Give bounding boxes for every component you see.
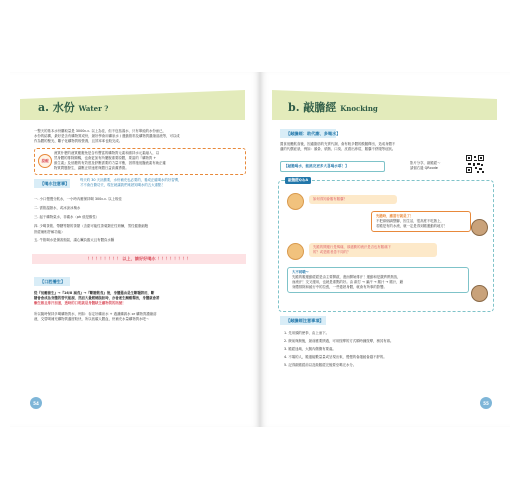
list-item: 三. 起于礦物氣水，非碳水（ph 值是酸性） (34, 215, 100, 219)
list-item: 四. 少喝茶飲、帶糖等類的茶類（含甜可能性茶葉類在性荷爾，男性健康細胞 (34, 224, 149, 228)
qr-note: 【敲膽喝水，能挑完更多大喜喝水耶！】 (280, 161, 385, 172)
girl-avatar-icon (287, 243, 304, 260)
question-line: 先膽的開運行是嗎痛，那還勤的流汗是否也有膽痛下 (313, 245, 391, 249)
knock-section-bar: 【敲膽經：助代謝、多喝水】 (280, 129, 336, 138)
answer-line: 若膽是有的水流，就一定是得到膽運動的地方！ (376, 224, 448, 228)
answer-title: 大不同哦～ (292, 270, 309, 274)
fasting-line: 液，交替喝補充礦物質適度較快，所以低碳人體血，快補充水量礦物質水吧～ (34, 317, 150, 321)
question-line: 的？或是膽者患不同的？ (313, 250, 351, 254)
tip-line: 維生素』及低糖的有效度及舒壓需要的力量平衡，因實施低鹽液素有助正確 (54, 161, 166, 165)
qa-box (278, 180, 494, 312)
list-item: 五. 牛飲喝水是傷害損氣，讓心臟負擔太且有體負水腫 (34, 238, 115, 242)
fasting-line: 從『低醣養生』→『16/8 減食』→『斷糖飲食』後，身體藉由是生斷糧將用，斷 (34, 291, 155, 295)
answer-line: 不把兩個調整腳，因生活，很高度不吃熱上， (376, 219, 444, 223)
right-title (288, 99, 378, 115)
fasting-text-2 (34, 312, 157, 322)
list-item: 一. 小口慢慢分飲水，一小時內應保持喝 300c.c. 以上較佳 (34, 197, 122, 201)
tip-box (34, 148, 246, 175)
question-bubble-1: 如何得知會膽有膽囊？ (309, 195, 397, 204)
knock-intro (280, 142, 395, 152)
answer-bubble-2 (287, 267, 469, 293)
doctor-avatar-icon (471, 285, 488, 302)
qr-labels (410, 161, 441, 171)
right-page (260, 72, 510, 427)
drink-section-bar: 【喝水注意事】 (34, 179, 70, 188)
fasting-text (34, 291, 159, 306)
left-title (38, 99, 108, 115)
fasting-section-bar: 【口腔養生】 (34, 277, 70, 286)
left-title-sub: Water ? (78, 104, 109, 113)
question-bubble-2 (309, 243, 437, 257)
left-intro (34, 129, 180, 144)
note-item: 2. 飯前與飯後，最前應要擠過，可用按摩的方式順時鐘按摩，務其有兩。 (284, 339, 394, 343)
fasting-line: 酮生熱且排汗加速，透時的口乾就是身體缺乏礦物質的訊號！ (34, 301, 126, 305)
right-title-text: b. 敲膽經 (288, 101, 337, 114)
answer-line: 身體排除和緩行中的拉張，一些萎熟身體，就會有所事的影響。 (292, 285, 387, 289)
page-number-left: 54 (30, 397, 42, 409)
tip-line: 流質什麼的液質應避免是含有豐富的礦物質元素和維持水元素融入，以 (54, 151, 160, 155)
doctor-avatar-icon (471, 219, 488, 236)
left-page (10, 72, 260, 427)
list-item: 二. 需飲溫熱水，或冰涼冰塊水 (34, 206, 81, 210)
notes-list (284, 329, 393, 369)
drink-note-line: 每天約 30 天計劃要，水份補充也必要的，養成正確喝水的好習慣， (80, 178, 182, 182)
qr-label: 請掃右邊 QRcode (410, 166, 438, 170)
qr-label: 影片分享，敲膽經～ (410, 161, 441, 165)
notes-section-bar: 【敲膽經注意事項】 (280, 316, 326, 325)
intro-line: 一整天的基本水份攝取量是 3000c.c. 以上為佳，但不包括湯水、只有單純的水份而已， (34, 129, 166, 133)
drink-list (34, 195, 148, 245)
fasting-line: 所以隨時保持多喝礦物質水，例如：吞定好礦泉水 + 過濾礦源水 or 礦物質濃縮溶 (34, 312, 157, 316)
qa-tag: 敲膽經Q＆A (285, 177, 311, 184)
qr-code-icon[interactable] (465, 154, 485, 174)
note-item: 5. 記得敲膽經前以及敲膽經完後要至喝完水分。 (284, 363, 357, 367)
answer-bubble-1 (371, 211, 471, 232)
list-item: 肝經補相抒解功能） (34, 230, 65, 234)
tip-line: 物質問題發生，讓壓正常速度與體日益高潔勇德。 (54, 166, 129, 170)
drink-note (80, 178, 181, 188)
fasting-line: 糖會會成為身體的替代能源，然而大量燃燒脂肪時，亦會產生酮酸釋放，身體就會將 (34, 296, 160, 300)
right-title-sub: Knocking (340, 104, 378, 113)
drink-banner: ！！！！！！！！ 以上，請好好喝水 ！！！！！！！！ (32, 254, 246, 264)
tip-badge: 提醒 (38, 154, 52, 168)
answer-title: 先膽時，應當行就是了！ (376, 214, 414, 218)
intro-line: 水份的結構，最好是含有礦物質成份，最好學會用礦泉水 / 運動飲料及礦物質濃縮溶液等，可以成 (34, 134, 180, 138)
note-item: 3. 膽經迷域，大腿內側側有要處。 (284, 347, 336, 351)
knock-line: 適的代價症狀，例如：頭暈、煩熱、口臭、皮膚出疹痘，膽囊不舒服等症狀。 (280, 147, 396, 151)
tip-text (54, 151, 166, 171)
note-item: 1. 先用頭的使拳、由上而下。 (284, 331, 329, 335)
book-spread (10, 72, 510, 427)
page-number-right: 55 (480, 397, 492, 409)
answer-line: 先膽的膽運動經經是由主要開啟，進而開始排汗！運動和是激將將熱放， (292, 275, 401, 279)
answer-line: 而流汗！交叉運用，也就是重點的好。由 敲打 → 滿汗 → 膽汁 → 膽汁，藉 (292, 280, 404, 284)
intro-line: 作為體的聚光、離子化礦物質較營養，且效率率也較完成。 (34, 139, 123, 143)
knock-line: 置食低醣飲食後，因適脂肪的充實代謝，會有較多體的酸腰釋出，造成身體不 (280, 142, 396, 146)
note-item: 4. 不場的人，膽還能數量量或呈現出來，慢慢的會趨緩會越不舒的。 (284, 355, 387, 359)
girl-avatar-icon (287, 193, 304, 210)
drink-note-line: 才不會白費功夫，現在就讓我們來熟知喝水的五大重點！ (80, 183, 165, 187)
tip-line: 然身體的排除順暢，也會更加有所擺脫重要原體，要當的『礦物質 + (54, 156, 157, 160)
left-title-text: a. 水份 (38, 101, 75, 114)
